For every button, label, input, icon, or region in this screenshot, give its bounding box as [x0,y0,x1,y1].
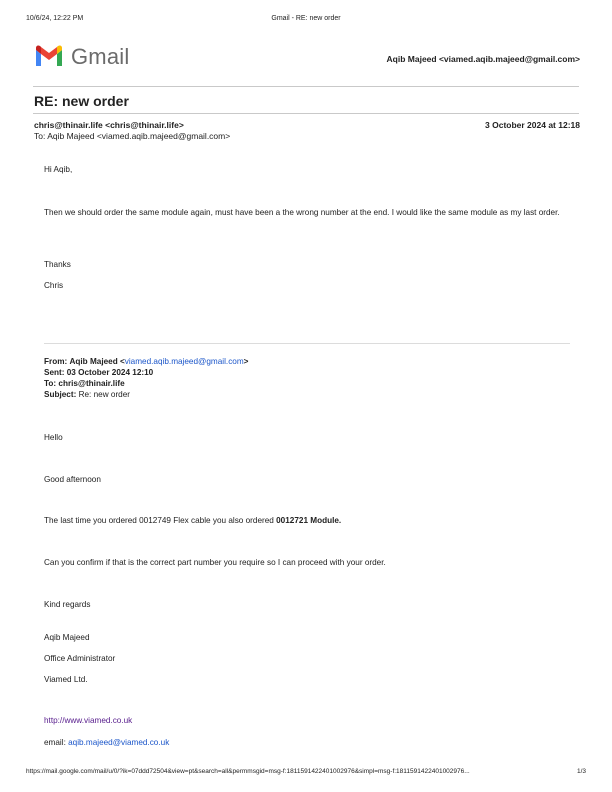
quote-divider [44,343,570,344]
message-from: chris@thinair.life <chris@thinair.life> [34,120,184,130]
quoted-module-number: 0012721 Module. [276,516,342,525]
signoff: Chris [44,281,64,290]
message-date: 3 October 2024 at 12:18 [485,120,580,130]
quoted-from-close: > [243,357,249,366]
signature-name: Aqib Majeed [44,633,90,642]
quoted-kind-regards: Kind regards [44,600,91,609]
signature-email-link[interactable]: aqib.majeed@viamed.co.uk [68,738,170,747]
gmail-logo-icon [34,44,64,68]
quoted-sent-value: 03 October 2024 12:10 [66,368,154,377]
website-link[interactable]: http://www.viamed.co.uk [44,716,133,725]
signature-email-line [44,738,169,747]
signature-title: Office Administrator [44,654,116,663]
print-page-number: 1/3 [576,768,586,775]
quoted-last-order-line [44,516,341,525]
quoted-from-label: From: [44,357,68,366]
quoted-from-name: Aqib Majeed < [69,357,125,366]
top-divider [33,86,579,87]
quoted-to-line [44,379,125,388]
greeting: Hi Aqib, [44,165,73,174]
subject-divider [33,113,579,114]
quoted-confirm: Can you confirm if that is the correct part number you require so I can proceed with your order. [44,558,386,567]
quoted-last-order-text: The last time you ordered 0012749 Flex cable you also ordered [44,516,277,525]
quoted-from-line [44,357,248,366]
quoted-subject-line [44,390,130,399]
gmail-wordmark: Gmail [71,44,130,69]
quoted-good-afternoon: Good afternoon [44,475,101,484]
body-paragraph: Then we should order the same module again, must have been a the wrong number at the end. I would like the same module as my last order. [44,208,560,217]
account-label: Aqib Majeed <viamed.aqib.majeed@gmail.com> [386,54,580,64]
quoted-sent-line [44,368,153,377]
thread-subject: RE: new order [34,93,129,109]
quoted-to-label: To: [44,379,57,388]
quoted-subject-label: Subject: [44,390,77,399]
print-title: Gmail - RE: new order [271,15,341,22]
thanks: Thanks [44,260,71,269]
print-datetime: 10/6/24, 12:22 PM [26,15,84,22]
print-footer-url: https://mail.google.com/mail/u/0/?ik=07ddd72504&view=pt&search=all&permmsgid=msg-f:1811591422401002976&simpl=msg-f:1811591422401002976... [26,768,470,775]
quoted-hello: Hello [44,433,63,442]
quoted-sent-label: Sent: [44,368,65,377]
quoted-subject-value: Re: new order [78,390,131,399]
quoted-to-value: chris@thinair.life [58,379,125,388]
message-to: To: Aqib Majeed <viamed.aqib.majeed@gmail.com> [34,131,231,141]
signature-email-label: email: [44,738,66,747]
signature-company: Viamed Ltd. [44,675,88,684]
quoted-from-email-link[interactable]: viamed.aqib.majeed@gmail.com [124,357,244,366]
